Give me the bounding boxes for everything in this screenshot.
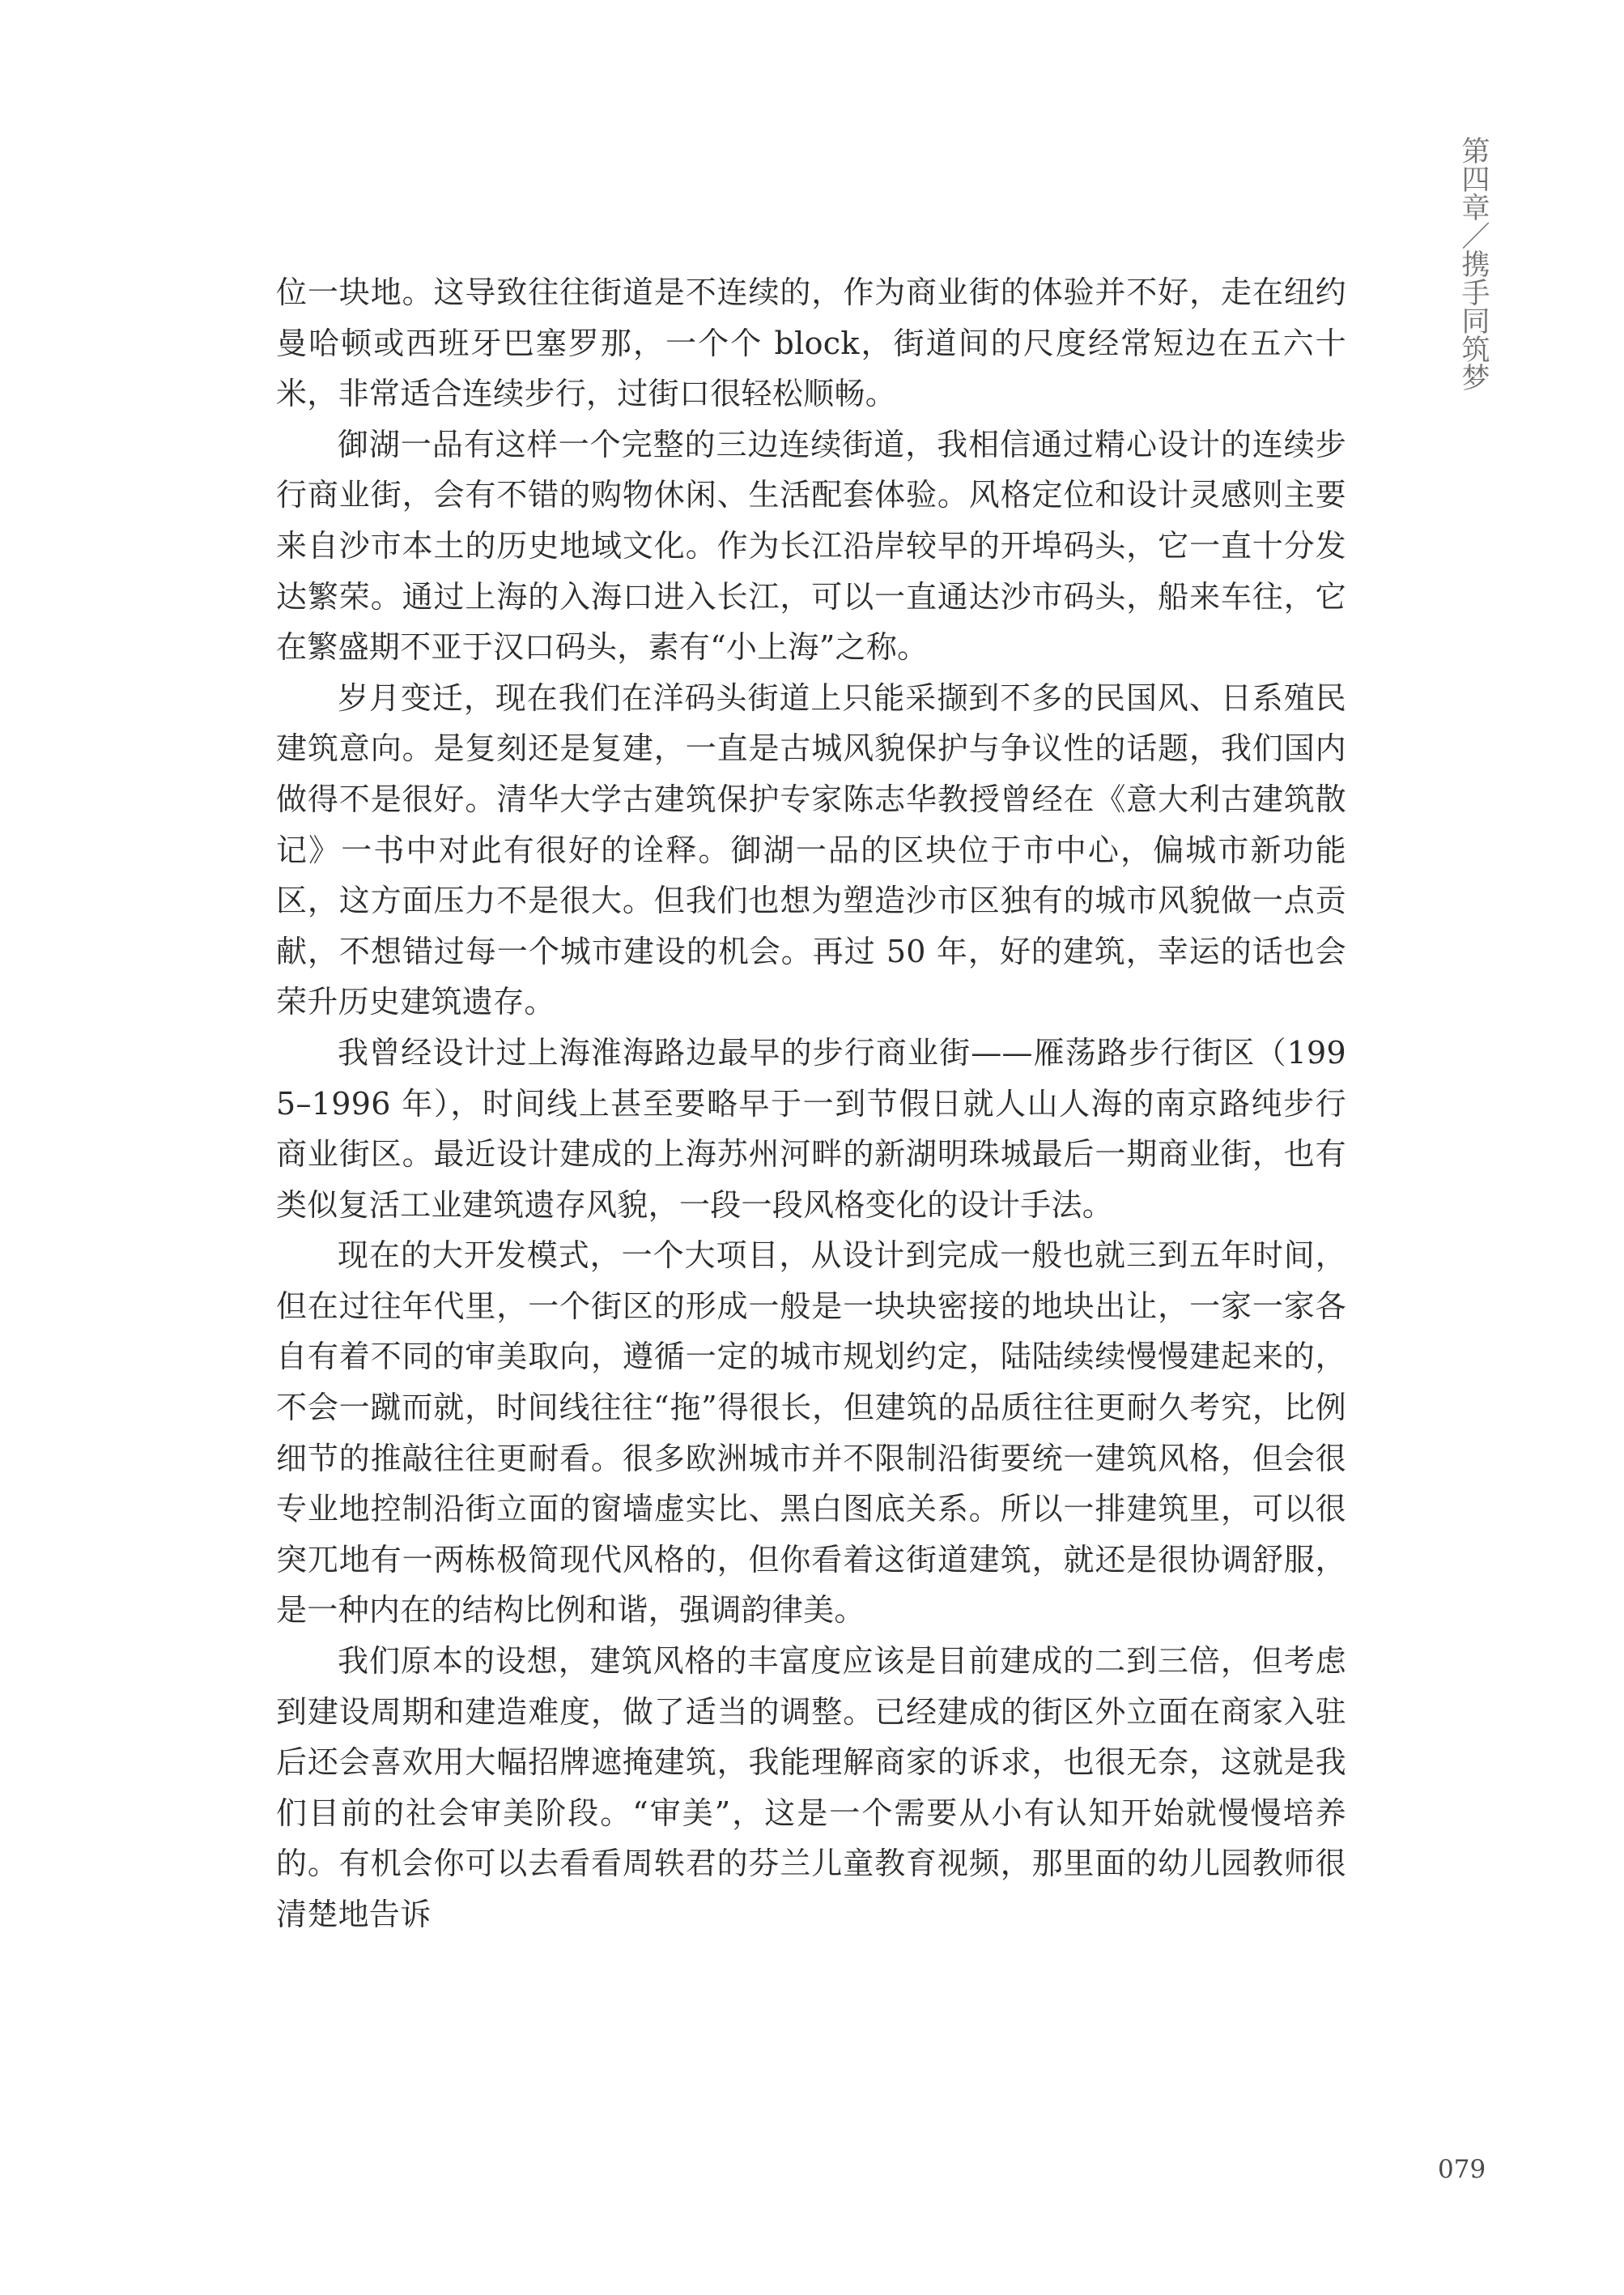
- paragraph-3: 岁月变迁，现在我们在洋码头街道上只能采撷到不多的民国风、日系殖民建筑意向。是复刻还是复建，一直是古城风貌保护与争议性的话题，我们国内做得不是很好。清华大学古建筑保护专家陈志华教授曾经在《意大利古建筑散记》一书中对此有很好的诠释。御湖一品的区块位于市中心，偏城市新功能区，这方面压力不是很大。但我们也想为塑造沙市区独有的城市风貌做一点贡献，不想错过每一个城市建设的机会。再过 50 年，好的建筑，幸运的话也会荣升历史建筑遗存。: [276, 679, 1346, 1020]
- running-head-chapter-title: 第四章／携手同筑梦: [1457, 136, 1490, 391]
- body-text: [276, 267, 1346, 1940]
- paragraph-6: 我们原本的设想，建筑风格的丰富度应该是目前建成的二到三倍，但考虑到建设周期和建造难度，做了适当的调整。已经建成的街区外立面在商家入驻后还会喜欢用大幅招牌遮掩建筑，我能理解商家的诉求，也很无奈，这就是我们目前的社会审美阶段。“审美”，这是一个需要从小有认知开始就慢慢培养的。有机会你可以去看看周轶君的芬兰儿童教育视频，那里面的幼儿园教师很清楚地告诉: [276, 1643, 1346, 1932]
- paragraph-4: 我曾经设计过上海淮海路边最早的步行商业街——雁荡路步行街区（1995–1996 年），时间线上甚至要略早于一到节假日就人山人海的南京路纯步行商业街区。最近设计建成的上海苏州河畔的新湖明珠城最后一期商业街，也有类似复活工业建筑遗存风貌，一段一段风格变化的设计手法。: [276, 1034, 1346, 1223]
- page-number: 079: [1438, 2155, 1486, 2184]
- paragraph-5: 现在的大开发模式，一个大项目，从设计到完成一般也就三到五年时间，但在过往年代里，一个街区的形成一般是一块块密接的地块出让，一家一家各自有着不同的审美取向，遵循一定的城市规划约定，陆陆续续慢慢建起来的，不会一蹴而就，时间线往往“拖”得很长，但建筑的品质往往更耐久考究，比例细节的推敲往往更耐看。很多欧洲城市并不限制沿街要统一建筑风格，但会很专业地控制沿街立面的窗墙虚实比、黑白图底关系。所以一排建筑里，可以很突兀地有一两栋极简现代风格的，但你看着这街道建筑，就还是很协调舒服，是一种内在的结构比例和谐，强调韵律美。: [276, 1237, 1346, 1629]
- paragraph-1: 位一块地。这导致往往街道是不连续的，作为商业街的体验并不好，走在纽约曼哈顿或西班牙巴塞罗那，一个个 block，街道间的尺度经常短边在五六十米，非常适合连续步行，过街口很轻松顺畅。: [276, 275, 1346, 412]
- paragraph-2: 御湖一品有这样一个完整的三边连续街道，我相信通过精心设计的连续步行商业街，会有不错的购物休闲、生活配套体验。风格定位和设计灵感则主要来自沙市本土的历史地域文化。作为长江沿岸较早的开埠码头，它一直十分发达繁荣。通过上海的入海口进入长江，可以一直通达沙市码头，船来车往，它在繁盛期不亚于汉口码头，素有“小上海”之称。: [276, 426, 1346, 666]
